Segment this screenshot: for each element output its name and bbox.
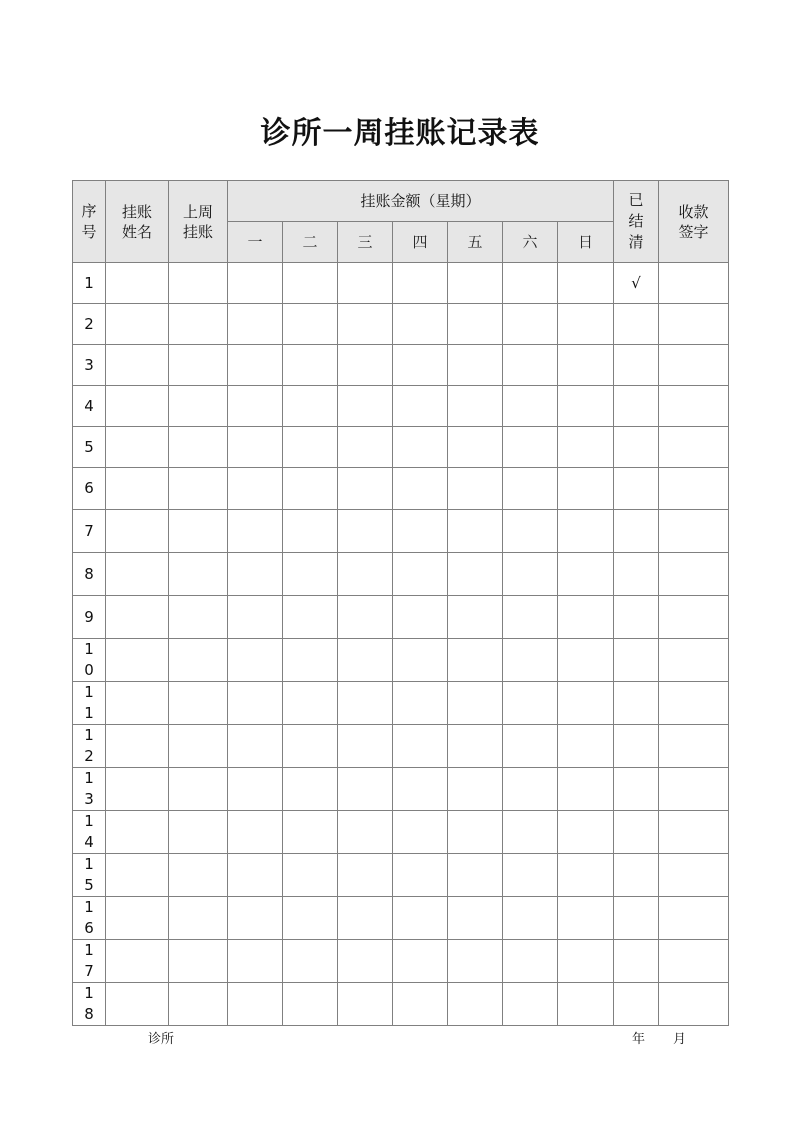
row-sun-cell[interactable]	[558, 304, 614, 345]
row-sat-cell[interactable]	[503, 639, 558, 682]
row-tue-cell[interactable]	[283, 897, 338, 940]
row-last-week-cell[interactable]	[169, 768, 228, 811]
row-tue-cell[interactable]	[283, 468, 338, 510]
row-mon-cell[interactable]	[228, 682, 283, 725]
row-mon-cell[interactable]	[228, 768, 283, 811]
row-cleared-cell[interactable]	[614, 725, 659, 768]
row-mon-cell[interactable]	[228, 263, 283, 304]
row-mon-cell[interactable]	[228, 897, 283, 940]
row-signature-cell[interactable]	[659, 682, 729, 725]
row-seq: 10	[73, 639, 106, 682]
row-signature-cell[interactable]	[659, 427, 729, 468]
row-sun-cell[interactable]	[558, 553, 614, 596]
row-signature-cell[interactable]	[659, 596, 729, 639]
row-fri-cell[interactable]	[448, 345, 503, 386]
table-row	[73, 510, 729, 553]
row-tue-cell[interactable]	[283, 510, 338, 553]
row-thu-cell[interactable]	[393, 596, 448, 639]
row-mon-cell[interactable]	[228, 639, 283, 682]
row-wed-cell[interactable]	[338, 897, 393, 940]
row-last-week-cell[interactable]	[169, 596, 228, 639]
header-name: 挂账姓名	[106, 181, 169, 263]
row-name-cell[interactable]	[106, 983, 169, 1026]
footer-year-label: 年	[632, 1032, 646, 1047]
row-thu-cell[interactable]	[393, 510, 448, 553]
row-cleared-cell[interactable]	[614, 386, 659, 427]
row-tue-cell[interactable]	[283, 811, 338, 854]
row-fri-cell[interactable]	[448, 854, 503, 897]
header-amount-group: 挂账金额（星期）	[228, 181, 614, 222]
row-cleared-cell[interactable]	[614, 639, 659, 682]
row-tue-cell[interactable]	[283, 940, 338, 983]
header-seq: 序号	[73, 181, 106, 263]
header-day-thu: 四	[393, 222, 448, 263]
row-cleared-cell[interactable]	[614, 468, 659, 510]
row-seq: 3	[73, 345, 106, 386]
row-last-week-cell[interactable]	[169, 639, 228, 682]
row-seq: 18	[73, 983, 106, 1026]
row-seq: 7	[73, 510, 106, 553]
row-fri-cell[interactable]	[448, 940, 503, 983]
row-last-week-cell[interactable]	[169, 468, 228, 510]
page-title: 诊所一周挂账记录表	[260, 116, 540, 151]
row-tue-cell[interactable]	[283, 427, 338, 468]
row-name-cell[interactable]	[106, 639, 169, 682]
row-wed-cell[interactable]	[338, 682, 393, 725]
row-tue-cell[interactable]	[283, 596, 338, 639]
row-sun-cell[interactable]	[558, 983, 614, 1026]
row-sat-cell[interactable]	[503, 510, 558, 553]
row-signature-cell[interactable]	[659, 854, 729, 897]
row-signature-cell[interactable]	[659, 940, 729, 983]
row-seq: 16	[73, 897, 106, 940]
row-name-cell[interactable]	[106, 940, 169, 983]
row-thu-cell[interactable]	[393, 897, 448, 940]
row-signature-cell[interactable]	[659, 983, 729, 1026]
row-last-week-cell[interactable]	[169, 811, 228, 854]
row-sun-cell[interactable]	[558, 510, 614, 553]
row-sun-cell[interactable]	[558, 940, 614, 983]
row-thu-cell[interactable]	[393, 725, 448, 768]
row-seq: 17	[73, 940, 106, 983]
row-sun-cell[interactable]	[558, 386, 614, 427]
row-sun-cell[interactable]	[558, 639, 614, 682]
row-last-week-cell[interactable]	[169, 345, 228, 386]
row-last-week-cell[interactable]	[169, 304, 228, 345]
row-fri-cell[interactable]	[448, 768, 503, 811]
row-cleared-cell[interactable]	[614, 596, 659, 639]
row-last-week-cell[interactable]	[169, 682, 228, 725]
header-day-mon: 一	[228, 222, 283, 263]
row-seq: 14	[73, 811, 106, 854]
header-day-wed: 三	[338, 222, 393, 263]
row-wed-cell[interactable]	[338, 854, 393, 897]
row-fri-cell[interactable]	[448, 263, 503, 304]
row-wed-cell[interactable]	[338, 725, 393, 768]
row-cleared-cell[interactable]	[614, 768, 659, 811]
table-row	[73, 386, 729, 427]
row-tue-cell[interactable]	[283, 304, 338, 345]
row-sat-cell[interactable]	[503, 427, 558, 468]
row-fri-cell[interactable]	[448, 639, 503, 682]
row-signature-cell[interactable]	[659, 639, 729, 682]
row-thu-cell[interactable]	[393, 386, 448, 427]
row-seq: 2	[73, 304, 106, 345]
row-tue-cell[interactable]	[283, 768, 338, 811]
row-fri-cell[interactable]	[448, 427, 503, 468]
row-cleared-cell[interactable]	[614, 553, 659, 596]
header-day-sun: 日	[558, 222, 614, 263]
row-mon-cell[interactable]	[228, 553, 283, 596]
table-row	[73, 639, 729, 682]
row-fri-cell[interactable]	[448, 725, 503, 768]
row-mon-cell[interactable]	[228, 427, 283, 468]
row-seq: 13	[73, 768, 106, 811]
row-signature-cell[interactable]	[659, 553, 729, 596]
row-last-week-cell[interactable]	[169, 386, 228, 427]
row-sun-cell[interactable]	[558, 263, 614, 304]
row-tue-cell[interactable]	[283, 386, 338, 427]
row-seq: 5	[73, 427, 106, 468]
row-wed-cell[interactable]	[338, 263, 393, 304]
row-last-week-cell[interactable]	[169, 897, 228, 940]
row-signature-cell[interactable]	[659, 811, 729, 854]
row-name-cell[interactable]	[106, 510, 169, 553]
row-wed-cell[interactable]	[338, 468, 393, 510]
row-last-week-cell[interactable]	[169, 427, 228, 468]
row-cleared-cell[interactable]	[614, 854, 659, 897]
row-tue-cell[interactable]	[283, 639, 338, 682]
row-fri-cell[interactable]	[448, 386, 503, 427]
row-thu-cell[interactable]	[393, 553, 448, 596]
row-sun-cell[interactable]	[558, 596, 614, 639]
row-cleared-cell[interactable]	[614, 940, 659, 983]
row-name-cell[interactable]	[106, 596, 169, 639]
row-thu-cell[interactable]	[393, 682, 448, 725]
row-sun-cell[interactable]	[558, 682, 614, 725]
row-fri-cell[interactable]	[448, 811, 503, 854]
row-last-week-cell[interactable]	[169, 940, 228, 983]
header-signature: 收款签字	[659, 181, 729, 263]
row-fri-cell[interactable]	[448, 682, 503, 725]
row-seq: 15	[73, 854, 106, 897]
row-last-week-cell[interactable]	[169, 725, 228, 768]
row-wed-cell[interactable]	[338, 553, 393, 596]
row-name-cell[interactable]	[106, 304, 169, 345]
row-signature-cell[interactable]	[659, 510, 729, 553]
row-sun-cell[interactable]	[558, 897, 614, 940]
row-cleared-cell[interactable]: √	[614, 263, 659, 304]
row-sat-cell[interactable]	[503, 768, 558, 811]
row-tue-cell[interactable]	[283, 983, 338, 1026]
table-row	[73, 725, 729, 768]
row-thu-cell[interactable]	[393, 304, 448, 345]
table-row	[73, 854, 729, 897]
row-wed-cell[interactable]	[338, 639, 393, 682]
row-thu-cell[interactable]	[393, 427, 448, 468]
table-row	[73, 345, 729, 386]
row-tue-cell[interactable]	[283, 553, 338, 596]
row-tue-cell[interactable]	[283, 263, 338, 304]
row-sun-cell[interactable]	[558, 427, 614, 468]
row-wed-cell[interactable]	[338, 768, 393, 811]
row-mon-cell[interactable]	[228, 811, 283, 854]
row-fri-cell[interactable]	[448, 897, 503, 940]
row-name-cell[interactable]	[106, 553, 169, 596]
row-sun-cell[interactable]	[558, 345, 614, 386]
row-thu-cell[interactable]	[393, 468, 448, 510]
row-sat-cell[interactable]	[503, 811, 558, 854]
row-wed-cell[interactable]	[338, 427, 393, 468]
row-sat-cell[interactable]	[503, 682, 558, 725]
row-signature-cell[interactable]	[659, 263, 729, 304]
row-cleared-cell[interactable]	[614, 983, 659, 1026]
footer-date	[632, 1028, 686, 1047]
row-cleared-cell[interactable]	[614, 345, 659, 386]
row-cleared-cell[interactable]	[614, 682, 659, 725]
row-wed-cell[interactable]	[338, 345, 393, 386]
row-seq: 8	[73, 553, 106, 596]
row-mon-cell[interactable]	[228, 854, 283, 897]
ledger-body	[73, 263, 729, 1026]
row-sat-cell[interactable]	[503, 263, 558, 304]
row-mon-cell[interactable]	[228, 345, 283, 386]
row-mon-cell[interactable]	[228, 468, 283, 510]
row-mon-cell[interactable]	[228, 596, 283, 639]
row-seq: 11	[73, 682, 106, 725]
footer-month-label: 月	[673, 1032, 687, 1047]
row-fri-cell[interactable]	[448, 596, 503, 639]
row-mon-cell[interactable]	[228, 510, 283, 553]
row-tue-cell[interactable]	[283, 345, 338, 386]
table-row	[73, 596, 729, 639]
row-signature-cell[interactable]	[659, 386, 729, 427]
row-thu-cell[interactable]	[393, 263, 448, 304]
row-seq: 6	[73, 468, 106, 510]
row-sat-cell[interactable]	[503, 854, 558, 897]
row-seq: 4	[73, 386, 106, 427]
row-mon-cell[interactable]	[228, 940, 283, 983]
row-seq: 12	[73, 725, 106, 768]
row-sun-cell[interactable]	[558, 811, 614, 854]
row-fri-cell[interactable]	[448, 983, 503, 1026]
row-fri-cell[interactable]	[448, 468, 503, 510]
row-wed-cell[interactable]	[338, 386, 393, 427]
row-last-week-cell[interactable]	[169, 553, 228, 596]
table-row	[73, 768, 729, 811]
row-thu-cell[interactable]	[393, 768, 448, 811]
row-sat-cell[interactable]	[503, 983, 558, 1026]
row-thu-cell[interactable]	[393, 854, 448, 897]
row-name-cell[interactable]	[106, 427, 169, 468]
row-name-cell[interactable]	[106, 468, 169, 510]
table-row	[73, 897, 729, 940]
row-tue-cell[interactable]	[283, 725, 338, 768]
table-row	[73, 983, 729, 1026]
row-wed-cell[interactable]	[338, 811, 393, 854]
table-row	[73, 468, 729, 510]
row-name-cell[interactable]	[106, 386, 169, 427]
ledger-table	[72, 180, 729, 1026]
row-last-week-cell[interactable]	[169, 854, 228, 897]
row-tue-cell[interactable]	[283, 682, 338, 725]
row-seq: 1	[73, 263, 106, 304]
row-cleared-cell[interactable]	[614, 304, 659, 345]
row-wed-cell[interactable]	[338, 510, 393, 553]
row-fri-cell[interactable]	[448, 553, 503, 596]
row-signature-cell[interactable]	[659, 345, 729, 386]
table-row	[73, 682, 729, 725]
row-sun-cell[interactable]	[558, 468, 614, 510]
row-fri-cell[interactable]	[448, 304, 503, 345]
row-last-week-cell[interactable]	[169, 263, 228, 304]
row-cleared-cell[interactable]	[614, 897, 659, 940]
table-row	[73, 811, 729, 854]
row-signature-cell[interactable]	[659, 304, 729, 345]
row-sun-cell[interactable]	[558, 768, 614, 811]
row-wed-cell[interactable]	[338, 596, 393, 639]
row-sat-cell[interactable]	[503, 386, 558, 427]
row-thu-cell[interactable]	[393, 811, 448, 854]
row-name-cell[interactable]	[106, 725, 169, 768]
row-last-week-cell[interactable]	[169, 510, 228, 553]
row-fri-cell[interactable]	[448, 510, 503, 553]
row-signature-cell[interactable]	[659, 725, 729, 768]
row-cleared-cell[interactable]	[614, 811, 659, 854]
table-row	[73, 940, 729, 983]
row-mon-cell[interactable]	[228, 304, 283, 345]
row-sat-cell[interactable]	[503, 940, 558, 983]
row-name-cell[interactable]	[106, 345, 169, 386]
row-thu-cell[interactable]	[393, 983, 448, 1026]
row-wed-cell[interactable]	[338, 940, 393, 983]
header-day-sat: 六	[503, 222, 558, 263]
row-thu-cell[interactable]	[393, 940, 448, 983]
row-sat-cell[interactable]	[503, 725, 558, 768]
row-last-week-cell[interactable]	[169, 983, 228, 1026]
row-mon-cell[interactable]	[228, 983, 283, 1026]
header-day-tue: 二	[283, 222, 338, 263]
row-seq: 9	[73, 596, 106, 639]
header-last-week: 上周挂账	[169, 181, 228, 263]
row-cleared-cell[interactable]	[614, 510, 659, 553]
table-row	[73, 304, 729, 345]
header-cleared: 已结清	[614, 181, 659, 263]
row-sat-cell[interactable]	[503, 468, 558, 510]
table-row	[73, 427, 729, 468]
row-thu-cell[interactable]	[393, 639, 448, 682]
row-sat-cell[interactable]	[503, 304, 558, 345]
row-wed-cell[interactable]	[338, 983, 393, 1026]
table-row	[73, 553, 729, 596]
row-name-cell[interactable]	[106, 897, 169, 940]
row-sat-cell[interactable]	[503, 345, 558, 386]
row-wed-cell[interactable]	[338, 304, 393, 345]
row-name-cell[interactable]	[106, 811, 169, 854]
row-sat-cell[interactable]	[503, 596, 558, 639]
row-mon-cell[interactable]	[228, 725, 283, 768]
footer-clinic-label: 诊所	[148, 1032, 175, 1047]
table-row	[73, 263, 729, 304]
row-sun-cell[interactable]	[558, 854, 614, 897]
row-name-cell[interactable]	[106, 263, 169, 304]
row-cleared-cell[interactable]	[614, 427, 659, 468]
row-signature-cell[interactable]	[659, 897, 729, 940]
row-tue-cell[interactable]	[283, 854, 338, 897]
header-day-fri: 五	[448, 222, 503, 263]
row-name-cell[interactable]	[106, 854, 169, 897]
row-name-cell[interactable]	[106, 768, 169, 811]
row-thu-cell[interactable]	[393, 345, 448, 386]
row-name-cell[interactable]	[106, 682, 169, 725]
row-signature-cell[interactable]	[659, 768, 729, 811]
row-mon-cell[interactable]	[228, 386, 283, 427]
row-sun-cell[interactable]	[558, 725, 614, 768]
row-sat-cell[interactable]	[503, 553, 558, 596]
row-signature-cell[interactable]	[659, 468, 729, 510]
row-sat-cell[interactable]	[503, 897, 558, 940]
